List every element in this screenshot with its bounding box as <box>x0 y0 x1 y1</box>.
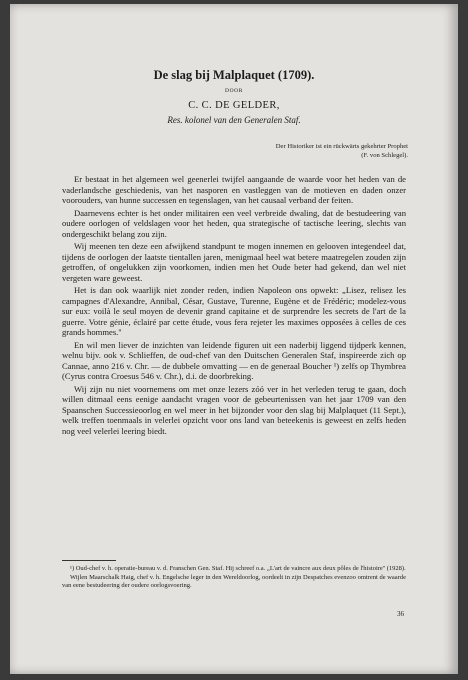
byline-label: DOOR <box>225 88 243 94</box>
author-name: C. C. DE GELDER, <box>188 100 280 111</box>
paragraph: Er bestaat in het algemeen wel geenerlei twijfel aangaande de waarde voor het heden van de vaderlandsche geschiedenis, van het nasporen en vastleggen van de motieven en daden onzer voorouders, van hunne successen en tegenslagen, van het causaal verband der feiten. <box>62 174 406 205</box>
paragraph: Daarnevens echter is het onder militairen een veel verbreide dwaling, dat de bestudeering van oudere oorlogen of veldslagen voor het heden, qua strategische of tactische leering, slechts van ondergeschikt belang zou zijn. <box>62 207 406 239</box>
paragraph: Het is dan ook waarlijk niet zonder reden, indien Napoleon ons opwekt: „Lisez, relisez les campagnes d'Alexandre, Annibal, César, Gustave, Turenne, Eugène et de Frédéric; modelez-vous sur eux: voilà le seul moyen de devenir grand capitaine et de surprendre les secrets de l'art de la guerre. Votre génie, éclairé par cette étude, vous fera rejeter les maximes opposées à celles de ces grands hommes.'' <box>62 285 406 337</box>
footnote: Wijlen Maarschalk Haig, chef v. h. Engelsche leger in den Wereldoorlog, oordeelt in zijn Despatches evenzoo omtrent de waarde van eene bestudeering der oudere oorlogsvoering. <box>62 574 406 589</box>
article-body <box>62 174 406 436</box>
epigraph <box>276 142 408 160</box>
footnote: ¹) Oud-chef v. h. operatie-bureau v. d. Franschen Gen. Staf. Hij schreef o.a. „L'art de vaincre aux deux pôles de l'histoire'' (1928). <box>70 565 406 572</box>
book-page <box>10 4 458 674</box>
epigraph-attribution: (F. von Schlegel). <box>361 152 408 159</box>
footnotes <box>62 565 406 591</box>
paragraph: Wij meenen ten deze een afwijkend standpunt te mogen innemen en gelooven integendeel dat, tijdens de oorlogen der laatste tientallen jaren, menigmaal heel wat betere maatregelen zouden zijn getroffen, of ongelukken zijn voorkomen, indien men het Oude beter had gekend, dan wel niet vergeten ware geweest. <box>62 241 406 283</box>
epigraph-quote: Der Historiker ist ein rückwärts gekehrter Prophet <box>275 143 408 150</box>
author-rank: Res. kolonel van den Generalen Staf. <box>167 115 301 125</box>
paragraph: Wij zijn nu niet voornemens om met onze lezers zóó ver in het verleden terug te gaan, doch willen ditmaal eens eenige aandacht vragen voor de gebeurtenissen van het jaar 1709 van den Spaanschen Successieoorlog en wel meer in het bijzonder voor den slag bij Malplaquet (11 Sept.), welk treffen toenmaals in velerlei opzicht voor ons land van beteekenis is geweest en zelfs heden nog veel velerlei leering biedt. <box>62 383 406 436</box>
footnote-divider <box>62 560 116 561</box>
article-title: De slag bij Malplaquet (1709). <box>153 68 315 82</box>
page-number: 36 <box>397 610 404 618</box>
paragraph: En wil men liever de inzichten van leidende figuren uit een naderbij liggend tijdperk kennen, welnu bijv. ook v. Schlieffen, de oud-chef van den Duitschen Generalen Staf, inspireerde zich op Cannae, anno 216 v. Chr. — de dubbele omvatting — en de generaal Boucher ¹) zelfs op Thymbrea (Cyrus contra Croesus 546 v. Chr.), d.i. de doorbreking. <box>62 339 406 381</box>
